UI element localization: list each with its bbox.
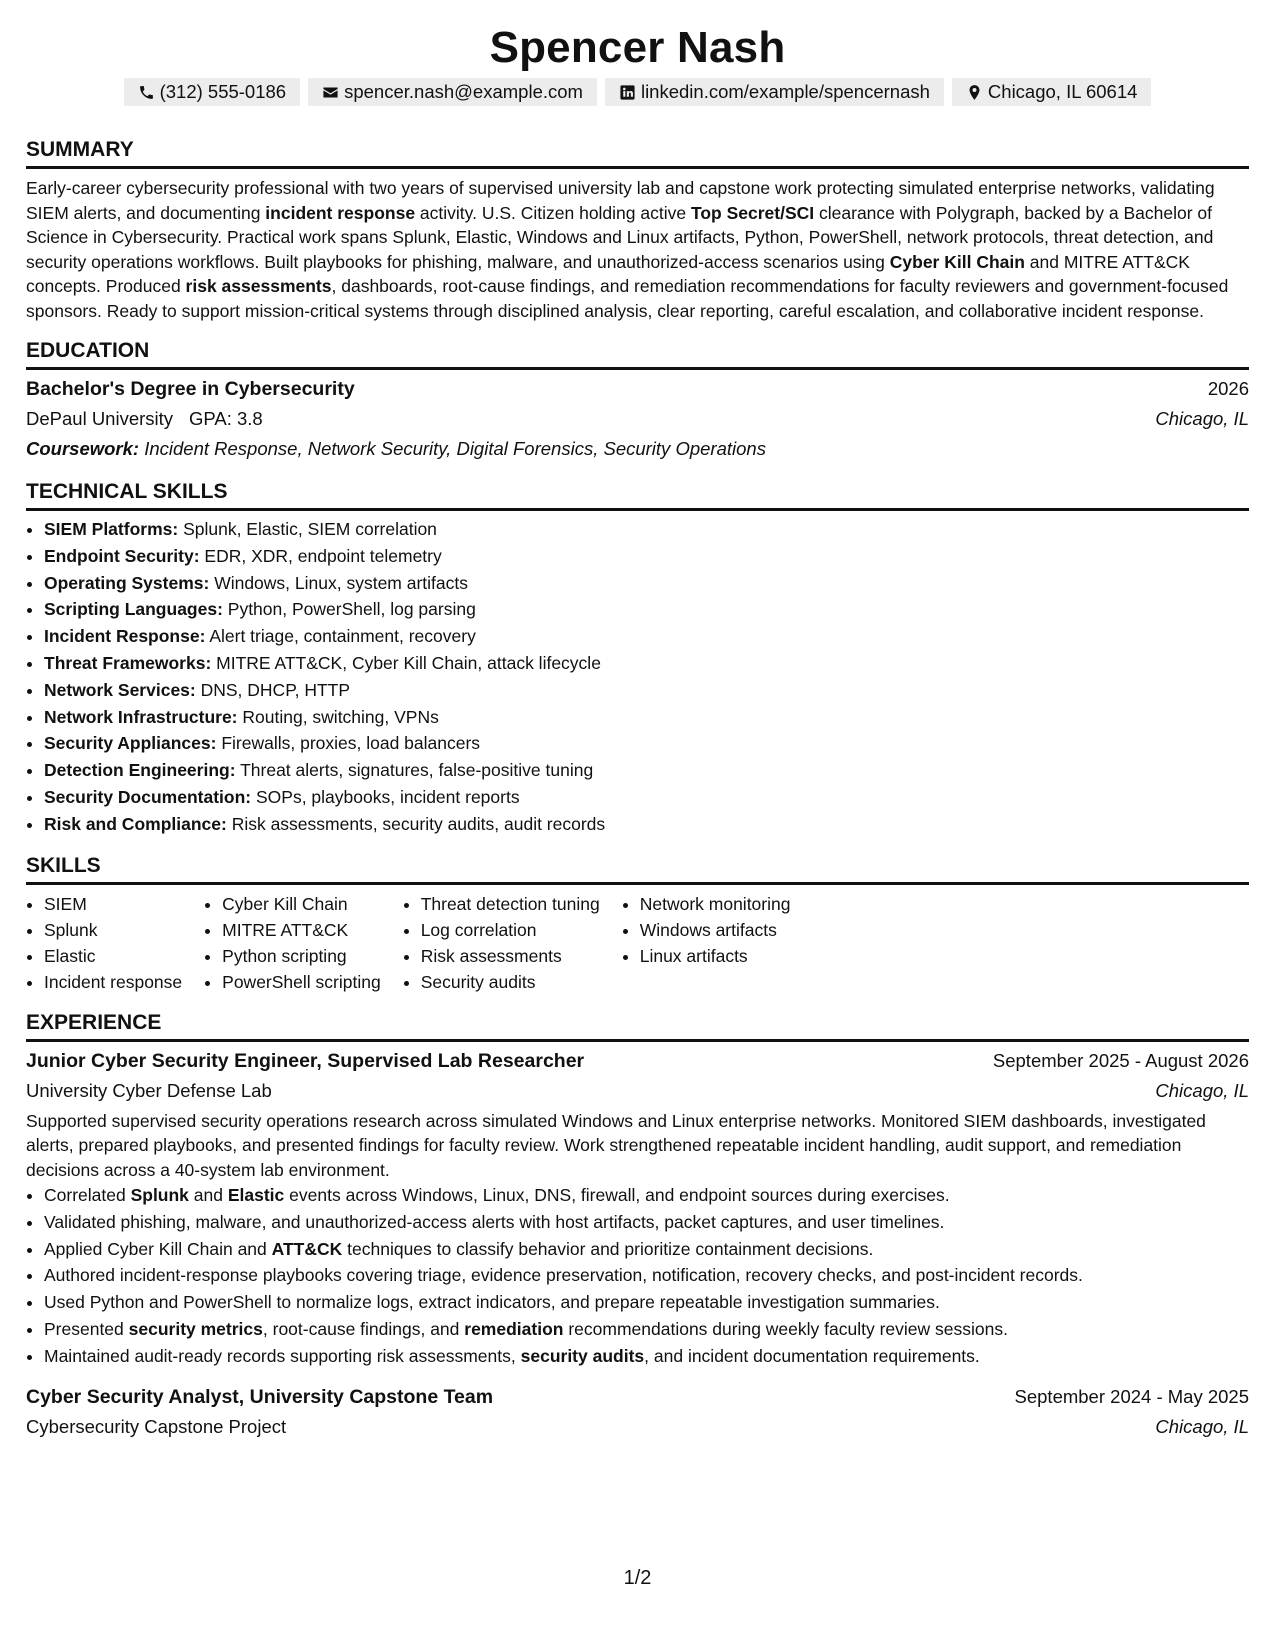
technical-skill-label: Endpoint Security: <box>44 545 200 566</box>
job-bullet <box>44 1262 1249 1289</box>
skill-item: • Elastic <box>44 943 182 969</box>
technical-skill-label: Security Appliances: <box>44 733 217 754</box>
skill-item: • PowerShell scripting <box>222 969 381 995</box>
school-name: DePaul University <box>26 408 174 429</box>
experience-entry <box>26 1046 1249 1370</box>
envelope-icon <box>322 84 339 101</box>
job-bullet <box>44 1182 1249 1209</box>
bullet-segment-text: Used Python and PowerShell to normalize logs, extract indicators, and prepare repeatable investigation summaries. <box>44 1292 940 1313</box>
linkedin-text: linkedin.com/example/spencernash <box>640 81 930 102</box>
job-bullet <box>44 1236 1249 1263</box>
summary-segment-bold: incident response <box>265 202 416 223</box>
job-bullet <box>44 1343 1249 1370</box>
job-organization: University Cyber Defense Lab <box>26 1079 272 1101</box>
technical-skill-label: Incident Response: <box>44 626 206 647</box>
education-header-row <box>26 374 1249 404</box>
technical-skill-item <box>44 596 1249 623</box>
technical-skill-value: Windows, Linux, system artifacts <box>209 572 469 593</box>
technical-skill-label: SIEM Platforms: <box>44 519 179 539</box>
skill-item: • Incident response <box>44 969 182 995</box>
skills-section <box>26 854 1249 995</box>
section-title-technical-skills: TECHNICAL SKILLS <box>26 480 1249 511</box>
technical-skill-label: Network Infrastructure: <box>44 706 238 727</box>
job-bullets <box>26 1182 1249 1370</box>
skill-item: • Threat detection tuning <box>421 891 600 917</box>
contact-email[interactable] <box>308 78 597 106</box>
technical-skill-item <box>44 570 1249 597</box>
resume-page <box>26 22 1249 1442</box>
technical-skill-value: SOPs, playbooks, incident reports <box>251 786 520 807</box>
summary-segment-text: clearance with Polygraph, backed by a Bachelor of Science in Cybersecurity. Practical work spans Splunk, Elastic, Windows and Linux artifacts, Python, PowerShell, network protocols, threat detection, and security operations workflows. Built playbooks for phishing, malware, and unauthorized-access scenarios using <box>26 202 1214 272</box>
skill-item: • Network monitoring <box>640 891 791 917</box>
bullet-segment-text: Applied Cyber Kill Chain and <box>44 1238 272 1259</box>
experience-list <box>26 1046 1249 1442</box>
section-title-skills: SKILLS <box>26 854 1249 885</box>
technical-skill-label: Detection Engineering: <box>44 760 236 781</box>
technical-skill-label: Threat Frameworks: <box>44 652 212 673</box>
degree-title: Bachelor's Degree in Cybersecurity <box>26 378 355 400</box>
skills-column <box>622 891 791 995</box>
skills-columns <box>26 891 1249 995</box>
skill-item: • Security audits <box>421 969 600 995</box>
bullet-segment-bold: ATT&CK <box>271 1238 343 1259</box>
bullet-segment-bold: security audits <box>520 1345 645 1366</box>
technical-skill-label: Network Services: <box>44 679 196 700</box>
skill-item: • Splunk <box>44 917 182 943</box>
technical-skill-item <box>44 704 1249 731</box>
bullet-segment-text: Presented <box>44 1319 129 1340</box>
experience-entry <box>26 1382 1249 1442</box>
bullet-segment-text: Correlated <box>44 1185 131 1206</box>
summary-segment-text: activity. U.S. Citizen holding active <box>415 202 691 223</box>
bullet-segment-text: events across Windows, Linux, DNS, firewall, and endpoint sources during exercises. <box>284 1185 950 1206</box>
linkedin-icon <box>619 84 636 101</box>
bullet-segment-text: Authored incident-response playbooks covering triage, evidence preservation, notification, recovery checks, and post-incident records. <box>44 1265 1083 1286</box>
summary-segment-bold: risk assessments <box>185 276 332 296</box>
skill-item: • Linux artifacts <box>640 943 791 969</box>
technical-skill-value: Alert triage, containment, recovery <box>205 626 476 647</box>
section-title-education: EDUCATION <box>26 339 1249 370</box>
technical-skill-item <box>44 784 1249 811</box>
education-section <box>26 339 1249 464</box>
job-organization: Cybersecurity Capstone Project <box>26 1415 287 1437</box>
skill-item: • Python scripting <box>222 943 381 969</box>
summary-text <box>26 176 1249 323</box>
skills-column <box>26 891 182 995</box>
bullet-segment-text: techniques to classify behavior and prioritize containment decisions. <box>342 1238 874 1259</box>
email-text: spencer.nash@example.com <box>344 81 583 102</box>
summary-section <box>26 138 1249 323</box>
skills-column <box>403 891 600 995</box>
job-location: Chicago, IL <box>1155 1079 1249 1101</box>
job-header-row <box>26 1046 1249 1076</box>
job-org-row <box>26 1076 1249 1106</box>
school-location: Chicago, IL <box>1155 408 1249 429</box>
technical-skill-item <box>44 623 1249 650</box>
summary-segment-bold: Cyber Kill Chain <box>889 251 1025 272</box>
job-description: Supported supervised security operations research across simulated Windows and Linux enterprise networks. Monitored SIEM dashboards, investigated alerts, prepared playbooks, and presented findings for faculty review. Work strengthened repeatable incident handling, audit support, and remediation decisions across a 40-system lab environment. <box>26 1110 1206 1180</box>
job-header-row <box>26 1382 1249 1412</box>
technical-skills-section <box>26 480 1249 838</box>
phone-text: (312) 555-0186 <box>159 81 287 102</box>
section-title-experience: EXPERIENCE <box>26 1011 1249 1042</box>
technical-skill-value: Risk assessments, security audits, audit records <box>226 813 606 834</box>
technical-skill-value: Threat alerts, signatures, false-positive tuning <box>235 760 594 781</box>
job-bullet <box>44 1209 1249 1236</box>
skill-item: • Risk assessments <box>421 943 600 969</box>
coursework-list: Incident Response, Network Security, Digital Forensics, Security Operations <box>144 438 766 459</box>
bullet-segment-text: , and incident documentation requirements. <box>644 1345 980 1366</box>
technical-skill-label: Security Documentation: <box>44 786 252 807</box>
summary-segment-text: and MITRE ATT&CK concepts. Produced <box>26 251 1190 296</box>
candidate-name: Spencer Nash <box>489 23 786 72</box>
job-bullet <box>44 1316 1249 1343</box>
technical-skill-label: Operating Systems: <box>44 572 210 593</box>
map-pin-icon <box>966 84 983 101</box>
contact-bar <box>26 78 1249 106</box>
contact-location <box>952 78 1151 106</box>
technical-skill-item <box>44 677 1249 704</box>
job-org-row <box>26 1412 1249 1442</box>
skill-item: • Cyber Kill Chain <box>222 891 381 917</box>
education-school-row <box>26 404 1249 434</box>
summary-segment-text: , dashboards, root-cause findings, and remediation recommendations for faculty reviewers and government-focused sponsors. Ready to support mission-critical systems through disciplined analysis, clear reporting, careful escalation, and collaborative incident response. <box>26 276 1229 321</box>
bullet-segment-text: recommendations during weekly faculty review sessions. <box>563 1319 1008 1340</box>
technical-skill-value: Routing, switching, VPNs <box>237 706 439 727</box>
technical-skill-item <box>44 543 1249 570</box>
technical-skill-label: Scripting Languages: <box>44 599 223 620</box>
coursework-label: Coursework: <box>26 438 140 459</box>
technical-skill-item <box>44 730 1249 757</box>
technical-skills-list <box>26 516 1249 838</box>
technical-skill-value: Python, PowerShell, log parsing <box>222 599 476 620</box>
technical-skill-value: Splunk, Elastic, SIEM correlation <box>178 519 437 539</box>
bullet-segment-bold: Splunk <box>130 1185 189 1206</box>
technical-skill-value: Firewalls, proxies, load balancers <box>216 733 481 754</box>
technical-skill-item <box>44 811 1249 838</box>
skills-column <box>204 891 381 995</box>
technical-skill-item <box>44 650 1249 677</box>
coursework <box>26 434 1249 464</box>
bullet-segment-text: Validated phishing, malware, and unauthorized-access alerts with host artifacts, packet captures, and user timelines. <box>44 1211 945 1232</box>
location-text: Chicago, IL 60614 <box>987 81 1138 102</box>
graduation-year: 2026 <box>1207 378 1249 399</box>
experience-section <box>26 1011 1249 1442</box>
job-dates: September 2025 - August 2026 <box>992 1049 1249 1071</box>
technical-skill-value: DNS, DHCP, HTTP <box>195 679 351 700</box>
job-location: Chicago, IL <box>1155 1415 1249 1437</box>
bullet-segment-bold: security metrics <box>128 1319 263 1340</box>
bullet-segment-text: and <box>188 1185 228 1206</box>
contact-linkedin[interactable] <box>605 78 944 106</box>
page-number: 1/2 <box>623 1567 652 1589</box>
job-title: Junior Cyber Security Engineer, Supervised Lab Researcher <box>26 1049 585 1072</box>
bullet-segment-bold: remediation <box>464 1319 564 1340</box>
technical-skill-item <box>44 516 1249 543</box>
skill-item: • SIEM <box>44 891 182 917</box>
summary-segment-text: Early-career cybersecurity professional with two years of supervised university lab and capstone work protecting simulated enterprise networks, validating SIEM alerts, and documenting <box>26 178 1215 223</box>
job-bullet <box>44 1289 1249 1316</box>
bullet-segment-text: , root-cause findings, and <box>262 1319 465 1340</box>
school-info <box>26 404 263 434</box>
bullet-segment-text: Maintained audit-ready records supporting risk assessments, <box>44 1345 521 1366</box>
phone-icon <box>138 84 155 101</box>
gpa: GPA: 3.8 <box>189 408 263 429</box>
contact-phone[interactable] <box>124 78 301 106</box>
job-title: Cyber Security Analyst, University Capstone Team <box>26 1385 494 1408</box>
technical-skill-label: Risk and Compliance: <box>44 813 227 834</box>
bullet-segment-bold: Elastic <box>227 1185 285 1206</box>
technical-skill-value: MITRE ATT&CK, Cyber Kill Chain, attack lifecycle <box>211 652 601 673</box>
technical-skill-item <box>44 757 1249 784</box>
skill-item: • Windows artifacts <box>640 917 791 943</box>
skill-item: • Log correlation <box>421 917 600 943</box>
skill-item: • MITRE ATT&CK <box>222 917 381 943</box>
job-dates: September 2024 - May 2025 <box>1014 1385 1249 1407</box>
section-title-summary: SUMMARY <box>26 138 1249 169</box>
summary-segment-bold: Top Secret/SCI <box>690 202 815 223</box>
technical-skill-value: EDR, XDR, endpoint telemetry <box>199 545 442 566</box>
